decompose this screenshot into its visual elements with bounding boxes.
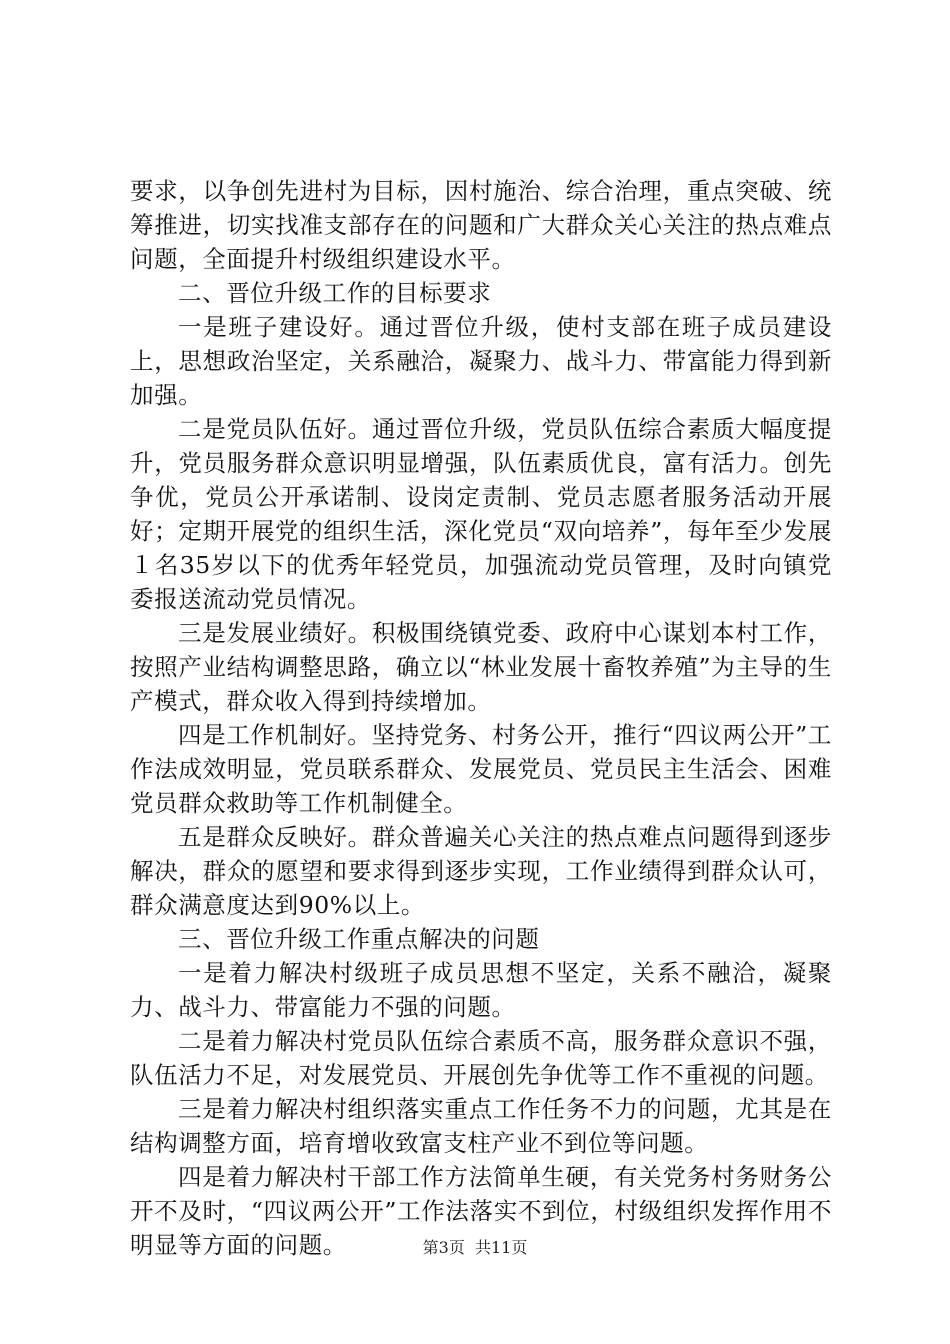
section-heading-problems: 三、晋位升级工作重点解决的问题 — [178, 925, 540, 953]
paragraph-problem-4: 四是着力解决村干部工作方法简单生硬，有关党务村务财务公开不及时，“四议两公开”工作法落实不到位，村级组织发挥作用不明显等方面的问题。 — [130, 1163, 832, 1259]
paragraph-leadership: 一是班子建设好。通过晋位升级，使村支部在班子成员建设上，思想政治坚定，关系融洽，凝聚力、战斗力、带富能力得到新加强。 — [130, 313, 832, 409]
paragraph-problem-3: 三是着力解决村组织落实重点工作任务不力的问题，尤其是在结构调整方面，培育增收致富支柱产业不到位等问题。 — [130, 1095, 832, 1157]
paragraph-problem-2: 二是着力解决村党员队伍综合素质不高，服务群众意识不强，队伍活力不足，对发展党员、开展创先争优等工作不重视的问题。 — [130, 1027, 832, 1089]
paragraph-problem-1: 一是着力解决村级班子成员思想不坚定，关系不融洽，凝聚力、战斗力、带富能力不强的问题。 — [130, 959, 832, 1021]
paragraph-performance: 三是发展业绩好。积极围绕镇党委、政府中心谋划本村工作，按照产业结构调整思路，确立以“林业发展十畜牧养殖”为主导的生产模式，群众收入得到持续增加。 — [130, 619, 832, 715]
document-body — [130, 174, 832, 1262]
page-number: 第3页 共11页 — [422, 1238, 528, 1257]
section-heading-goals: 二、晋位升级工作的目标要求 — [178, 279, 492, 307]
paragraph-party-members: 二是党员队伍好。通过晋位升级，党员队伍综合素质大幅度提升，党员服务群众意识明显增强，队伍素质优良，富有活力。创先争优，党员公开承诺制、设岗定责制、党员志愿者服务活动开展好；定期开展党的组织生活，深化党员“双向培养”，每年至少发展１名35岁以下的优秀年轻党员，加强流动党员管理，及时向镇党委报送流动党员情况。 — [130, 415, 832, 613]
paragraph-mechanism: 四是工作机制好。坚持党务、村务公开，推行“四议两公开”工作法成效明显，党员联系群众、发展党员、党员民主生活会、困难党员群众救助等工作机制健全。 — [130, 721, 832, 817]
paragraph-continuation: 要求，以争创先进村为目标，因村施治、综合治理，重点突破、统筹推进，切实找准支部存在的问题和广大群众关心关注的热点难点问题，全面提升村级组织建设水平。 — [130, 177, 832, 273]
paragraph-public-feedback: 五是群众反映好。群众普遍关心关注的热点难点问题得到逐步解决，群众的愿望和要求得到逐步实现，工作业绩得到群众认可，群众满意度达到90%以上。 — [130, 823, 832, 919]
